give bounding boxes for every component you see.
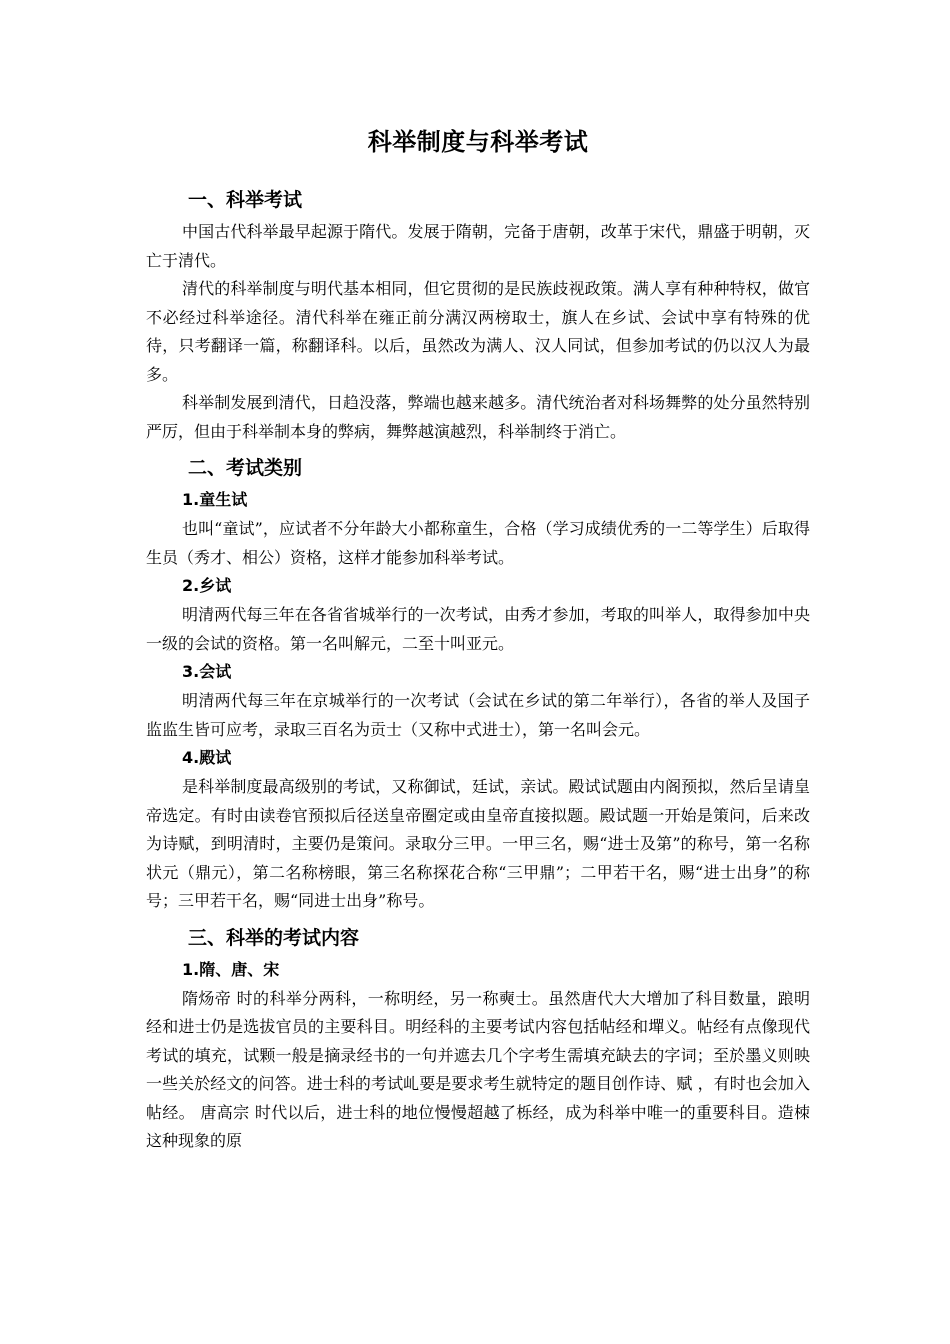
section-heading: 三、科举的考试内容 xyxy=(188,926,360,949)
subsection-heading: 2.乡试 xyxy=(182,576,232,595)
paragraph: 明清两代每三年在京城举行的一次考试（会试在乡试的第二年举行），各省的举人及国子监监生皆可应考，录取三百名为贡士（又称中式进士），第一名叫会元。 xyxy=(146,691,810,739)
document-title: 科举制度与科举考试 xyxy=(367,128,589,156)
section-heading: 一、科举考试 xyxy=(188,189,303,211)
paragraph: 也叫“童试”，应试者不分年龄大小都称童生，合格（学习成绩优秀的一二等学生）后取得生员（秀才、相公）资格，这样才能参加科举考试。 xyxy=(146,519,810,567)
section-2 xyxy=(146,452,810,916)
section-1 xyxy=(146,184,810,446)
paragraph: 是科举制度最高级别的考试，又称御试，廷试，亲试。殿试试题由内阁预拟，然后呈请皇帝选定。有时由读卷官预拟后径送皇帝圈定或由皇帝直接拟题。殿试题一开始是策问，后来改为诗赋，到明清时，主要仍是策问。录取分三甲。一甲三名，赐“进士及第”的称号，第一名称状元（鼎元），第二名称榜眼，第三名称探花合称“三甲鼎”；二甲若干名，赐“进士出身”的称号；三甲若干名，赐“同进士出身”称号。 xyxy=(146,777,810,910)
subsection-heading: 1.隋、唐、宋 xyxy=(182,959,280,979)
paragraph: 明清两代每三年在各省省城举行的一次考试，由秀才参加，考取的叫举人，取得参加中央一级的会试的资格。第一名叫解元，二至十叫亚元。 xyxy=(146,605,810,653)
section-heading: 二、考试类别 xyxy=(188,457,303,479)
subsection-heading: 4.殿试 xyxy=(182,748,232,767)
paragraph: 隋炀帝 时的科举分两科，一称明经，另一称奭士。虽然唐代大大增加了科目数量，踉明经和进士仍是选拔官员的主要科目。明经科的主要考试内容包括帖经和墠义。帖经有点像现代考试的填充，试颗一般是摘录经书的一句并遮去几个字考生需填充缺去的字词；至於墨义则映一些关於经文的问答。进士科的考试乢要是要求考生就特定的题目创作诗、赋 ，有时也会加入帖经。 唐高宗 时代以后，进士科的地位慢慢超越了栎经，成为科举中唯一的重要科目。造栜这种现象的原 xyxy=(146,988,810,1150)
paragraph: 清代的科举制度与明代基本相同，但它贯彻的是民族歧视政策。满人享有种种特权，做官不必经过科举途径。清代科举在雍正前分满汉两榜取士，旗人在乡试、会试中享有特殊的优待，只考翻译一篇，称翻译科。以后，虽然改为满人、汉人同试，但参加考试的仍以汉人为最多。 xyxy=(146,279,810,384)
section-3 xyxy=(146,922,810,1156)
subsection-heading: 3.会试 xyxy=(182,662,232,681)
paragraph: 科举制发展到清代，日趋没落，弊端也越来越多。清代统治者对科场舞弊的处分虽然特别严厉，但由于科举制本身的弊病，舞弊越演越烈，科举制终于消亡。 xyxy=(146,393,810,441)
subsection-heading: 1.童生试 xyxy=(182,490,248,509)
paragraph: 中国古代科举最早起源于隋代。发展于隋朝，完备于唐朝，改革于宋代，鼎盛于明朝，灭亡于清代。 xyxy=(146,222,810,270)
